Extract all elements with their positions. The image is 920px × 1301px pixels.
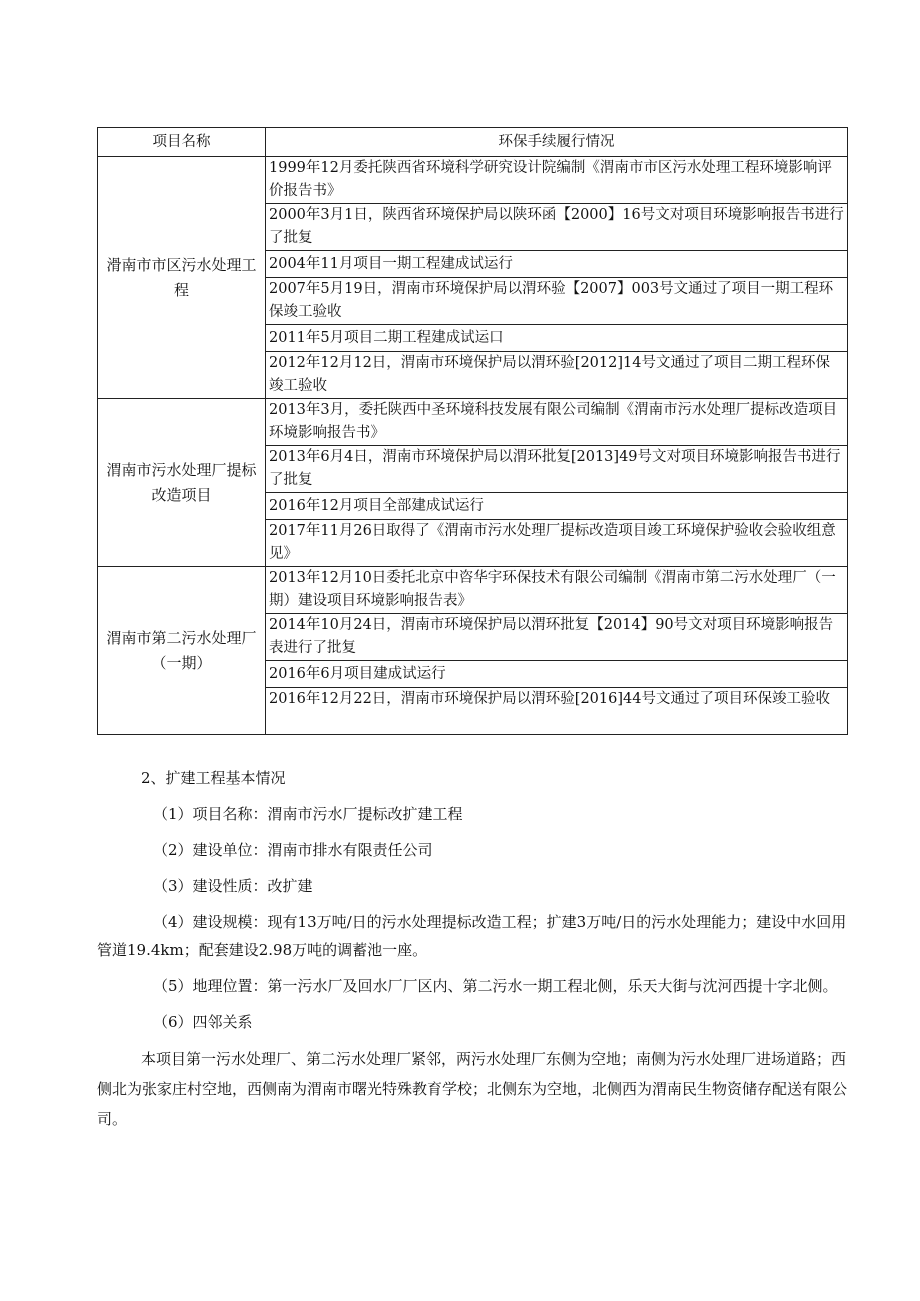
procedure-entry: 2016年12月22日，渭南市环境保护局以渭环验[2016]44号文通过了项目环保竣工验收 — [266, 688, 848, 735]
header-project-name: 项目名称 — [98, 128, 266, 157]
procedure-entry: 2013年6月4日，渭南市环境保护局以渭环批复[2013]49号文对项目环境影响报告书进行了批复 — [266, 446, 848, 493]
procedure-entry: 2016年6月项目建成试运行 — [266, 661, 848, 688]
table-row — [98, 399, 848, 446]
procedure-entry: 2007年5月19日，渭南市环境保护局以渭环验【2007】003号文通过了项目一期工程环保竣工验收 — [266, 278, 848, 325]
section-item-scale: （4）建设规模：现有13万吨/日的污水处理提标改造工程；扩建3万吨/日的污水处理能力；建设中水回用管道19.4km；配套建设2.98万吨的调蓄池一座。 — [97, 913, 847, 959]
section-item-builder: （2）建设单位：渭南市排水有限责任公司 — [153, 841, 433, 859]
procedure-entry: 2011年5月项目二期工程建成试运口 — [266, 325, 848, 352]
procedure-entry: 2013年12月10日委托北京中咨华宇环保技术有限公司编制《渭南市第二污水处理厂（一期）建设项目环境影响报告表》 — [266, 567, 848, 614]
table-row — [98, 157, 848, 204]
procedure-entry: 1999年12月委托陕西省环境科学研究设计院编制《渭南市市区污水处理工程环境影响评价报告书》 — [266, 157, 848, 204]
section-heading: 2、扩建工程基本情况 — [141, 769, 286, 787]
neighbors-paragraph: 本项目第一污水处理厂、第二污水处理厂紧邻，两污水处理厂东侧为空地；南侧为污水处理厂进场道路；西侧北为张家庄村空地，西侧南为渭南市曙光特殊教育学校；北侧东为空地，北侧西为渭南民生物资储存配送有限公司。 — [97, 1050, 848, 1128]
section-item-location: （5）地理位置：第一污水厂及回水厂厂区内、第二污水一期工程北侧，乐天大街与沈河西提十字北侧。 — [153, 977, 838, 995]
project-name-cell: 滑南市市区污水处理工程 — [98, 157, 266, 399]
section-item-nature: （3）建设性质：改扩建 — [153, 877, 313, 895]
table-header-row — [98, 128, 848, 157]
section-item-neighbors: （6）四邻关系 — [153, 1013, 253, 1031]
procedure-entry: 2012年12月12日，渭南市环境保护局以渭环验[2012]14号文通过了项目二期工程环保竣工验收 — [266, 352, 848, 399]
procedure-entry: 2000年3月1日，陕西省环境保护局以陕环函【2000】16号文对项目环境影响报告书进行了批复 — [266, 204, 848, 251]
section-body — [97, 764, 847, 1134]
project-name-cell: 渭南市污水处理厂提标改造项目 — [98, 399, 266, 567]
project-name-cell: 渭南市第二污水处理厂（一期） — [98, 567, 266, 735]
procedure-entry: 2004年11月项目一期工程建成试运行 — [266, 251, 848, 278]
procedure-entry: 2014年10月24日，渭南市环境保护局以渭环批复【2014】90号文对项目环境影响报告表进行了批复 — [266, 614, 848, 661]
header-procedures: 环保手续履行情况 — [266, 128, 848, 157]
table-row — [98, 567, 848, 614]
section-item-project-name: （1）项目名称：渭南市污水厂提标改扩建工程 — [153, 805, 463, 823]
procedure-entry: 2016年12月项目全部建成试运行 — [266, 493, 848, 520]
environmental-procedures-table — [97, 127, 848, 735]
procedure-entry: 2013年3月，委托陕西中圣环境科技发展有限公司编制《渭南市污水处理厂提标改造项目环境影响报告书》 — [266, 399, 848, 446]
procedure-entry: 2017年11月26日取得了《渭南市污水处理厂提标改造项目竣工环境保护验收会验收组意见》 — [266, 520, 848, 567]
